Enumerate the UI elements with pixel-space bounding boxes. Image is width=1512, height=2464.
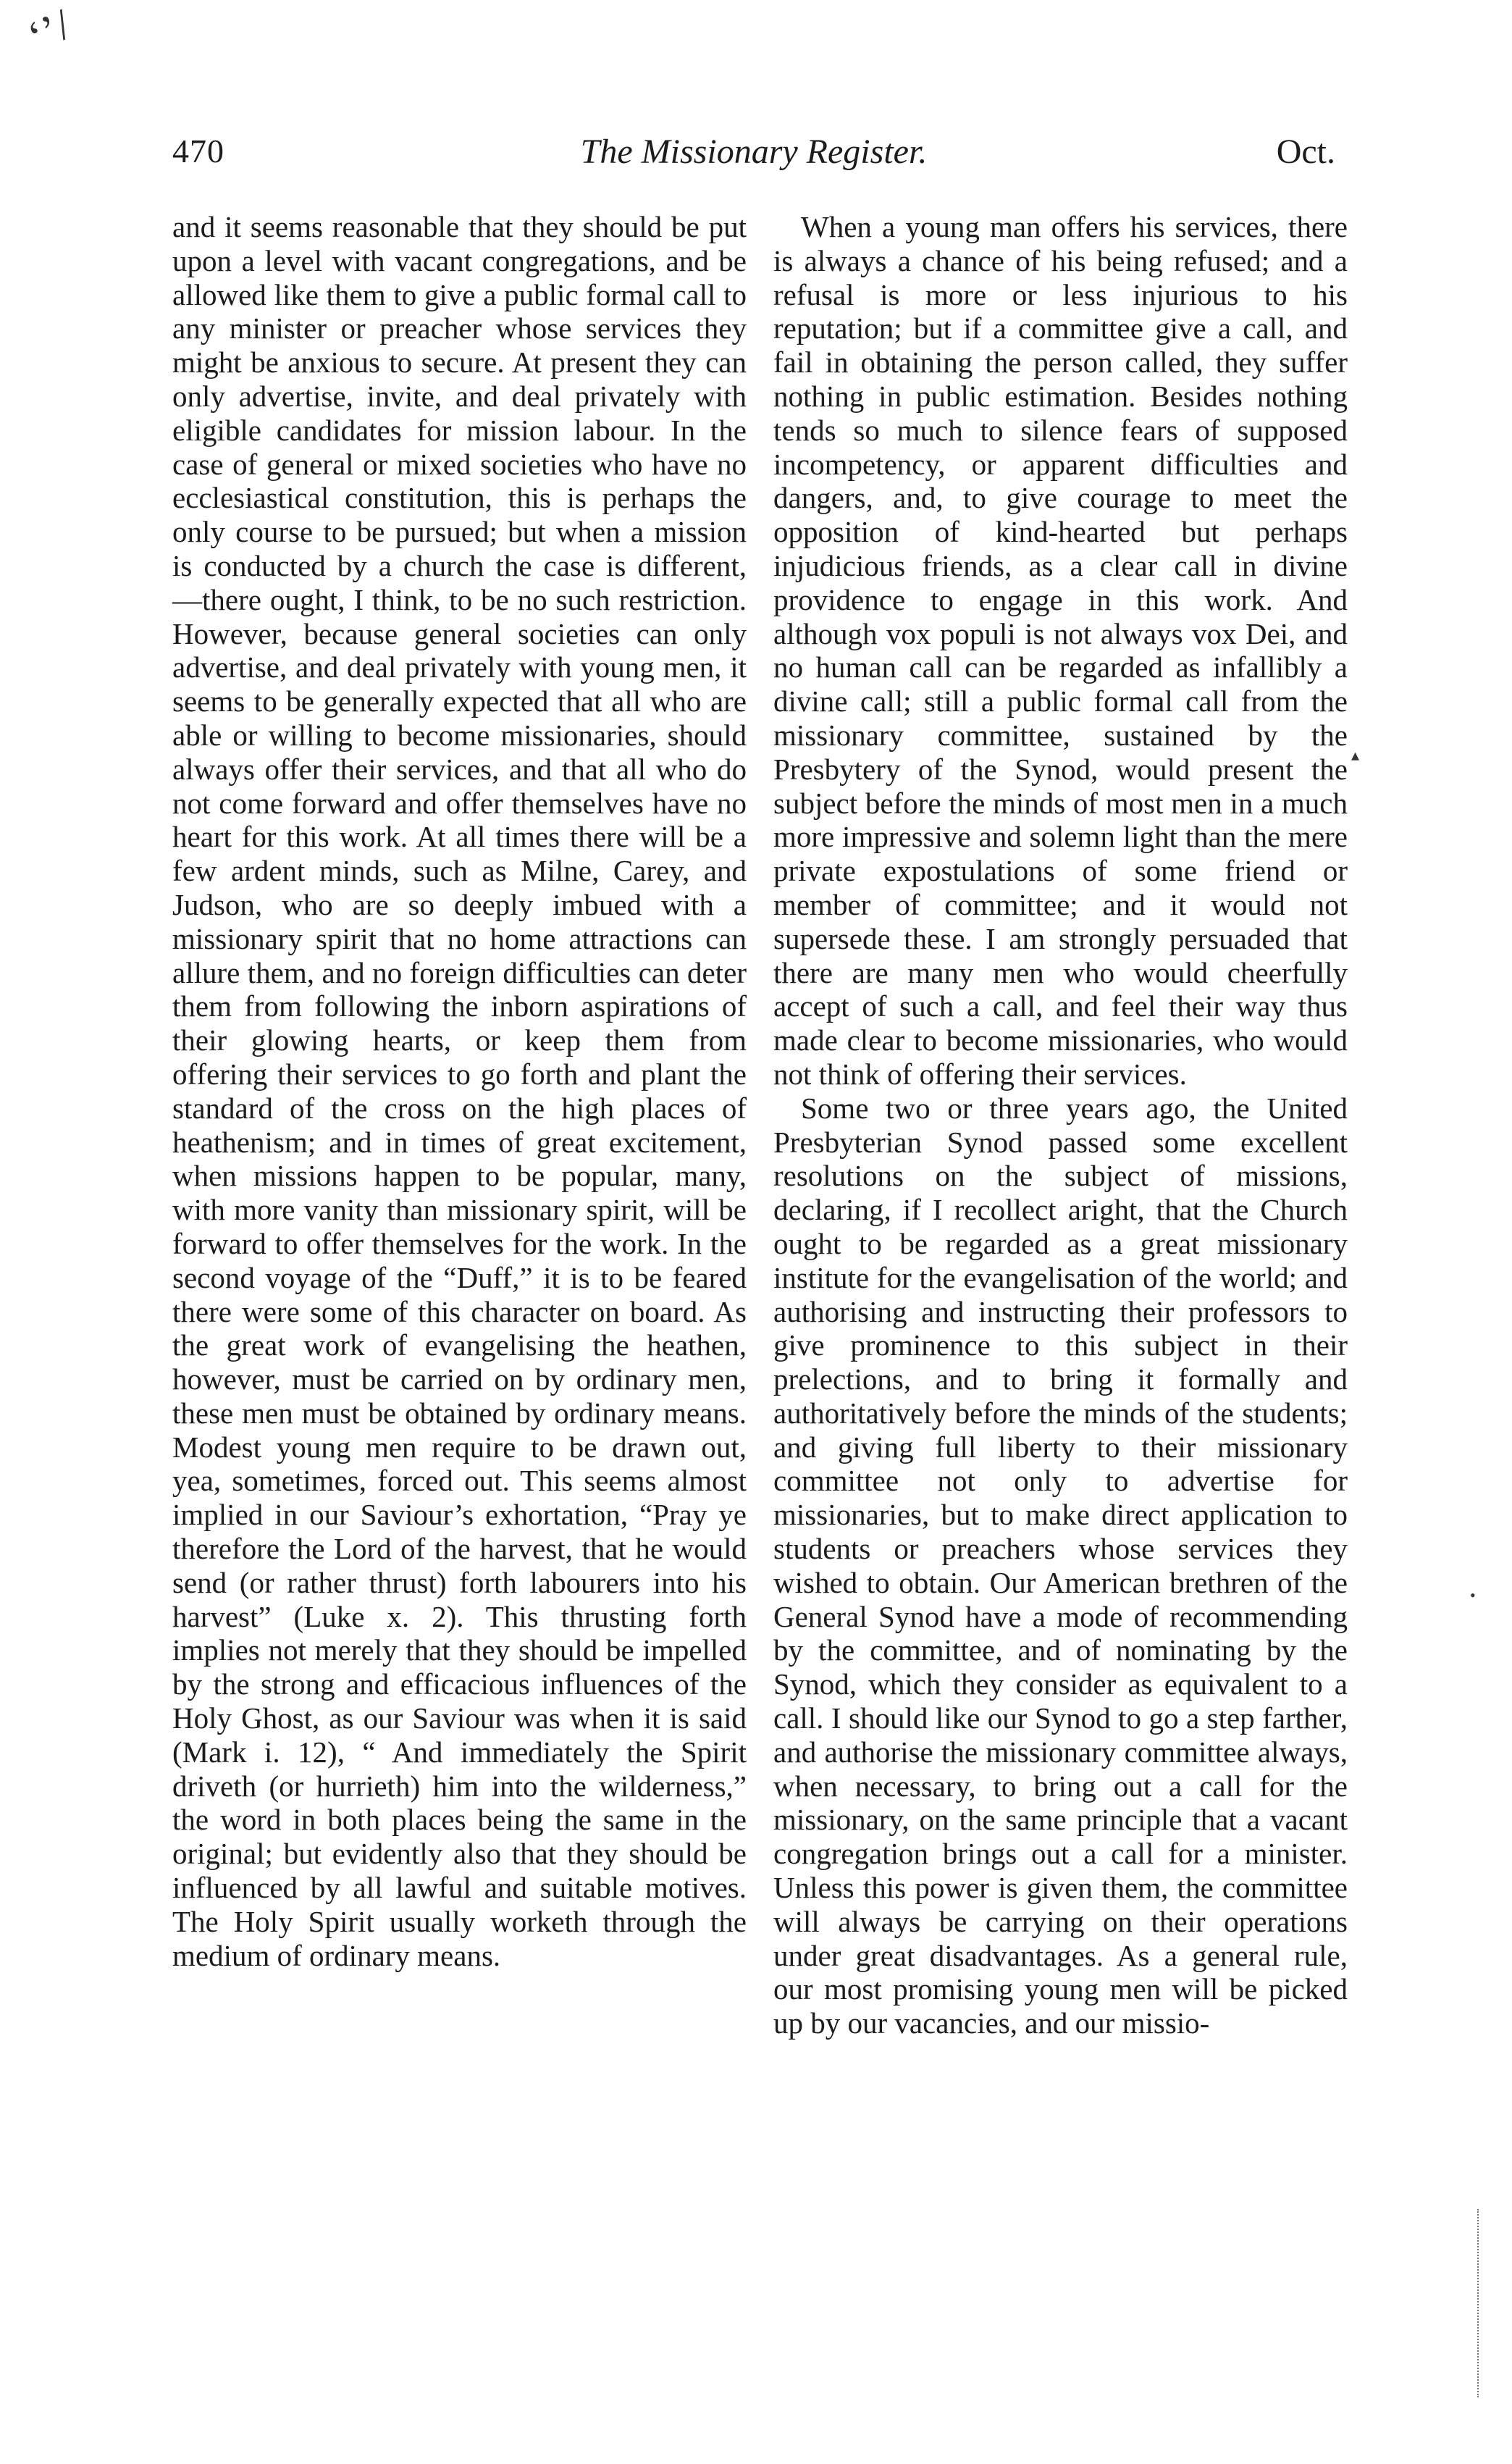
margin-mark: • bbox=[1470, 1586, 1476, 1604]
running-title: The Missionary Register. bbox=[580, 133, 928, 171]
left-column bbox=[172, 210, 747, 1972]
page-number: 470 bbox=[172, 133, 224, 169]
paragraph: and it seems reasonable that they should be put upon a level with vacant congregations, and be allowed like them to give a public formal call to any minister or preacher whose services they might be anxious to secure. At present they can only advertise, invite, and deal privately with eligible candidates for mission labour. In the case of general or mixed societies who have no ecclesiastical constitution, this is perhaps the only course to be pursued; but when a mission is conducted by a church the case is different, —there ought, I think, to be no such restriction. However, because general societies can only advertise, and deal privately with young men, it seems to be generally expected that all who are able or willing to become missionaries, should always offer their services, and that all who do not come forward and offer themselves have no heart for this work. At all times there will be a few ardent minds, such as Milne, Carey, and Judson, who are so deeply imbued with a missionary spirit that no home attractions can allure them, and no foreign difficulties can deter them from following the inborn aspirations of their glowing hearts, or keep them from offering their services to go forth and plant the standard of the cross on the high places of heathenism; and in times of great excitement, when missions happen to be popular, many, with more vanity than missionary spirit, will be forward to offer themselves for the work. In the second voyage of the “Duff,” it is to be feared there were some of this character on board. As the great work of evangelising the heathen, however, must be carried on by ordinary men, these men must be obtained by ordinary means. Modest young men require to be drawn out, yea, sometimes, forced out. This seems almost implied in our Saviour’s exhortation, “Pray ye therefore the Lord of the harvest, that he would send (or rather thrust) forth labourers into his harvest” (Luke x. 2). This thrusting forth implies not merely that they should be impelled by the strong and efficacious influences of the Holy Ghost, as our Saviour was when it is said (Mark i. 12), “ And immediately the Spirit driveth (or hurrieth) him into the wilderness,” the word in both places being the same in the original; but evidently also that they should be influenced by all lawful and suitable motives. The Holy Spirit usually worketh through the medium of ordinary means. bbox=[172, 210, 747, 1972]
running-month: Oct. bbox=[1276, 133, 1335, 171]
paragraph: When a young man offers his services, there is always a chance of his being refused; and a refusal is more or less injurious to his reputation; but if a committee give a call, and fail in obtaining the person called, they suffer nothing in public estimation. Besides nothing tends so much to silence fears of supposed incompetency, or apparent difficulties and dangers, and, to give courage to meet the opposition of kind-hearted but perhaps injudicious friends, as a clear call in divine providence to engage in this work. And although vox populi is not always vox Dei, and no human call can be regarded as infallibly a divine call; still a public formal call from the missionary committee, sustained by the Presbytery of the Synod, would present the subject before the minds of most men in a much more impressive and solemn light than the mere private expostulations of some friend or member of committee; and it would not supersede these. I am strongly persuaded that there are many men who would cheerfully accept of such a call, and feel their way thus made clear to become missionaries, who would not think of offering their services. bbox=[773, 210, 1348, 1091]
margin-mark: ▴ bbox=[1351, 746, 1360, 764]
right-column bbox=[773, 210, 1348, 2040]
page-header bbox=[172, 132, 1335, 190]
paragraph: Some two or three years ago, the United Presbyterian Synod passed some excellent resolutions on the subject of missions, declaring, if I recollect aright, that the Church ought to be regarded as a great missionary institute for the evangelisation of the world; and authorising and instructing their professors to give prominence to this subject in their prelections, and to bring it formally and authoritatively before the minds of the students; and giving full liberty to their missionary committee not only to advertise for missionaries, but to make direct application to students or preachers whose services they wished to obtain. Our American brethren of the General Synod have a mode of recommending by the committee, and of nominating by the Synod, which they consider as equivalent to a call. I should like our Synod to go a step farther, and authorise the missionary committee always, when necessary, to bring out a call for the missionary, on the same principle that a vacant congregation brings out a call for a minister. Unless this power is given them, the committee will always be carrying on their operations under great disadvantages. As a general rule, our most promising young men will be picked up by our vacancies, and our missio- bbox=[773, 1091, 1348, 2040]
scan-edge-rule bbox=[1477, 2209, 1479, 2397]
pencil-mark: ‘’/ bbox=[20, 0, 78, 61]
